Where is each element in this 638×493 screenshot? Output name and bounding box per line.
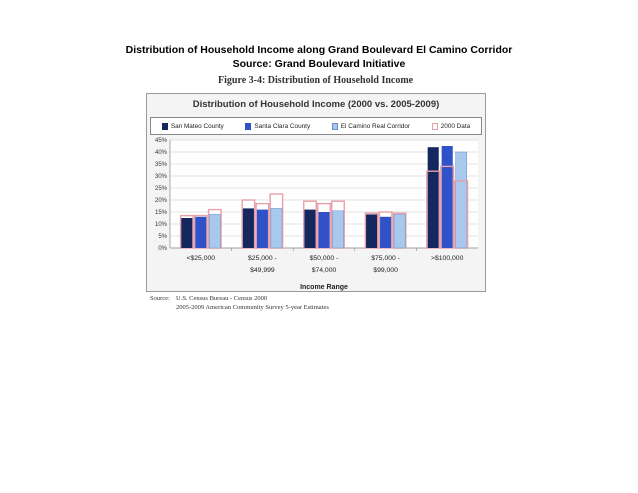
bar-el-camino (209, 214, 220, 248)
x-tick-label: $99,000 (373, 267, 398, 274)
legend-label-san-mateo: San Mateo County (170, 122, 224, 130)
x-tick-label: >$100,000 (431, 255, 464, 262)
source-line-1: U.S. Census Bureau - Census 2000 (176, 295, 268, 302)
legend-label-santa-clara: Santa Clara County (254, 122, 311, 130)
x-tick-label: $49,999 (250, 267, 275, 274)
x-tick-label: $50,000 - (309, 255, 339, 262)
x-tick-label: $25,000 - (248, 255, 277, 262)
bar-san-mateo (304, 210, 315, 248)
bar-el-camino (456, 152, 467, 248)
slide-title: Distribution of Household Income along Grand Boulevard El Camino Corridor (125, 44, 513, 56)
x-axis-title: Income Range (300, 284, 348, 291)
slide-subtitle: Source: Grand Boulevard Initiative (232, 58, 406, 70)
figure-caption: Figure 3-4: Distribution of Household Income (218, 75, 414, 86)
y-tick-label: 30% (154, 174, 167, 181)
y-tick-label: 5% (158, 234, 167, 241)
y-tick-label: 45% (154, 138, 167, 145)
source-label: Source: (150, 295, 170, 302)
x-tick-label: <$25,000 (186, 255, 216, 262)
source-line-2: 2005-2009 American Community Survey 5-year Estimates (176, 304, 329, 311)
y-tick-label: 0% (158, 246, 167, 253)
y-tick-label: 10% (154, 222, 167, 229)
bar-el-camino (394, 214, 405, 248)
bar-san-mateo (366, 214, 377, 248)
bar-san-mateo (428, 147, 439, 248)
x-tick-label: $74,000 (311, 267, 337, 274)
source-block (150, 294, 329, 312)
bar-san-mateo (181, 218, 192, 248)
y-tick-label: 25% (154, 186, 167, 193)
x-tick-label: $75,000 - (371, 255, 400, 262)
bar-santa-clara (257, 210, 268, 248)
bar-el-camino (332, 211, 343, 248)
y-tick-label: 15% (154, 210, 167, 217)
y-tick-label: 40% (154, 150, 167, 157)
bar-san-mateo (243, 208, 254, 248)
bar-santa-clara (380, 217, 391, 248)
legend-label-2000-data: 2000 Data (440, 122, 471, 130)
bar-santa-clara (318, 212, 329, 248)
bar-santa-clara (195, 217, 206, 248)
chart-title: Distribution of Household Income (2000 vs. 2005-2009) (192, 99, 440, 110)
bar-santa-clara (442, 146, 453, 248)
bar-el-camino (271, 208, 282, 248)
y-tick-label: 35% (154, 162, 167, 169)
y-tick-label: 20% (154, 198, 167, 205)
legend-label-el-camino: El Camino Real Corridor (340, 122, 411, 130)
